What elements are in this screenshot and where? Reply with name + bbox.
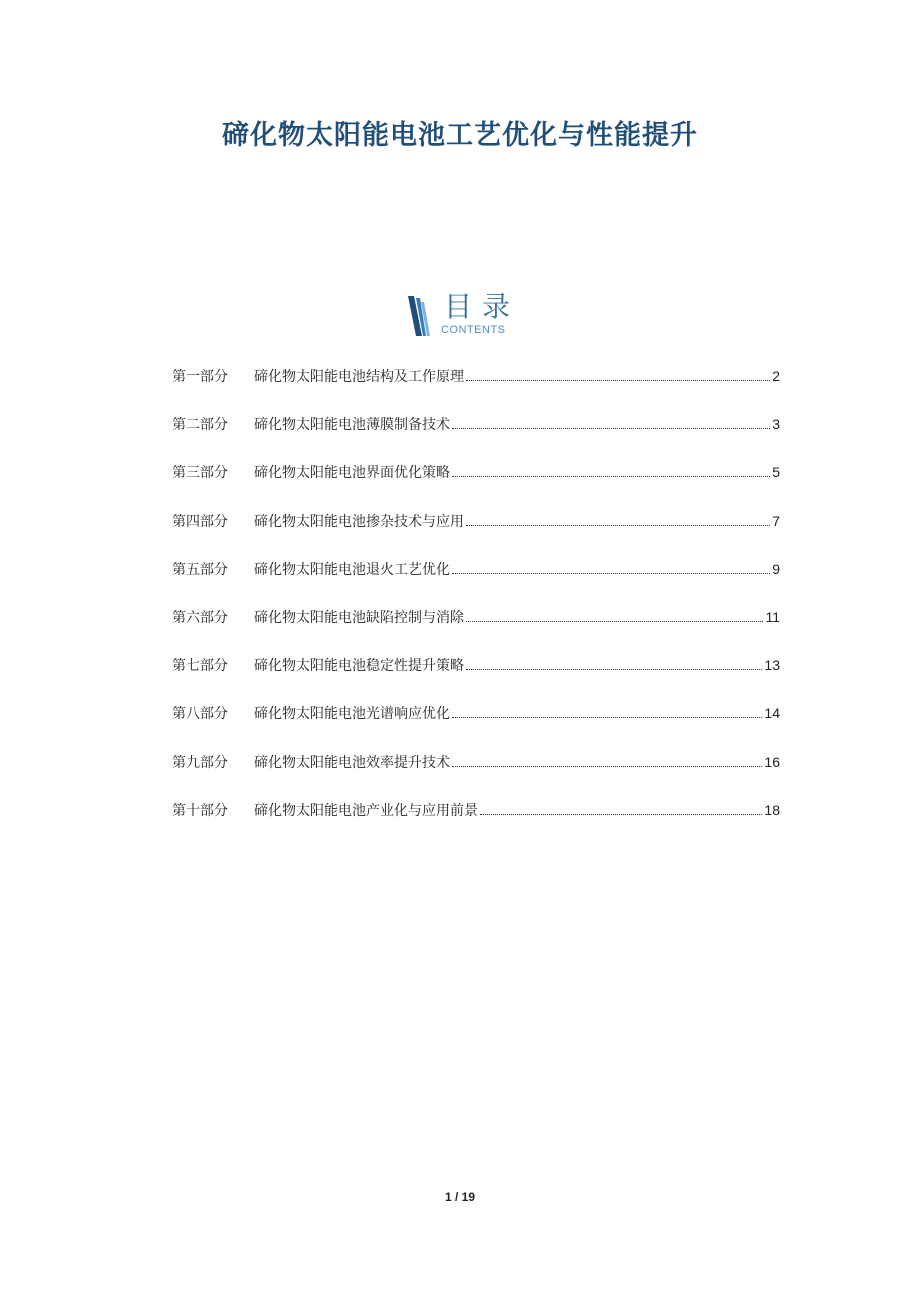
toc-entry[interactable] [172, 462, 780, 510]
toc-part-label: 第十部分 [172, 802, 228, 819]
toc-page-number: 11 [765, 608, 780, 625]
toc-entry-title: 碲化物太阳能电池薄膜制备技术 [254, 417, 450, 434]
toc-part-label: 第三部分 [172, 465, 228, 482]
toc-dot-leader [452, 428, 770, 429]
book-stripe-icon [406, 296, 432, 338]
toc-dot-leader [466, 669, 762, 670]
toc-entry[interactable] [172, 511, 780, 559]
toc-entry[interactable] [172, 800, 780, 848]
toc-entry[interactable] [172, 655, 780, 703]
toc-entry-title: 碲化物太阳能电池结构及工作原理 [254, 369, 464, 385]
toc-entry[interactable] [172, 366, 780, 414]
toc-entry-title: 碲化物太阳能电池光谱响应优化 [254, 706, 450, 723]
toc-part-label: 第六部分 [172, 609, 228, 626]
toc-page-number: 9 [772, 560, 780, 577]
toc-part-label: 第七部分 [172, 658, 228, 675]
toc-entry-title: 碲化物太阳能电池产业化与应用前景 [254, 802, 478, 819]
toc-dot-leader [466, 621, 763, 622]
toc-dot-leader [466, 380, 770, 381]
toc-list [172, 366, 780, 848]
toc-entry[interactable] [172, 752, 780, 800]
toc-page-number: 14 [764, 705, 780, 722]
toc-heading [406, 290, 526, 340]
toc-page-number: 18 [764, 801, 780, 818]
toc-dot-leader [480, 814, 762, 815]
toc-entry-title: 碲化物太阳能电池掺杂技术与应用 [254, 513, 464, 530]
toc-page-number: 7 [772, 512, 780, 529]
toc-entry[interactable] [172, 703, 780, 751]
toc-entry-title: 碲化物太阳能电池缺陷控制与消除 [254, 609, 464, 626]
page-indicator: 1 / 19 [444, 1190, 476, 1204]
toc-dot-leader [452, 573, 770, 574]
toc-dot-leader [452, 766, 762, 767]
toc-page-number: 16 [764, 753, 780, 770]
toc-entry-title: 碲化物太阳能电池退火工艺优化 [254, 561, 450, 578]
document-title: 碲化物太阳能电池工艺优化与性能提升 [222, 120, 698, 151]
toc-page-number: 3 [772, 416, 780, 433]
toc-part-label: 第九部分 [172, 754, 228, 771]
toc-entry[interactable] [172, 607, 780, 655]
toc-dot-leader [452, 717, 762, 718]
toc-part-label: 第五部分 [172, 561, 228, 578]
toc-page-number: 5 [772, 464, 780, 481]
toc-entry-title: 碲化物太阳能电池效率提升技术 [254, 754, 450, 771]
toc-part-label: 第二部分 [172, 417, 228, 434]
toc-heading-title: 目录 [444, 290, 521, 323]
toc-part-label: 第一部分 [172, 369, 228, 385]
toc-dot-leader [466, 525, 770, 526]
toc-entry[interactable] [172, 414, 780, 462]
toc-entry[interactable] [172, 559, 780, 607]
toc-dot-leader [452, 476, 770, 477]
toc-part-label: 第四部分 [172, 513, 228, 530]
toc-entry-title: 碲化物太阳能电池界面优化策略 [254, 465, 450, 482]
toc-entry-title: 碲化物太阳能电池稳定性提升策略 [254, 658, 464, 675]
toc-part-label: 第八部分 [172, 706, 228, 723]
toc-page-number: 2 [772, 368, 780, 384]
toc-page-number: 13 [764, 657, 780, 674]
toc-heading-subtitle: CONTENTS [441, 324, 506, 336]
